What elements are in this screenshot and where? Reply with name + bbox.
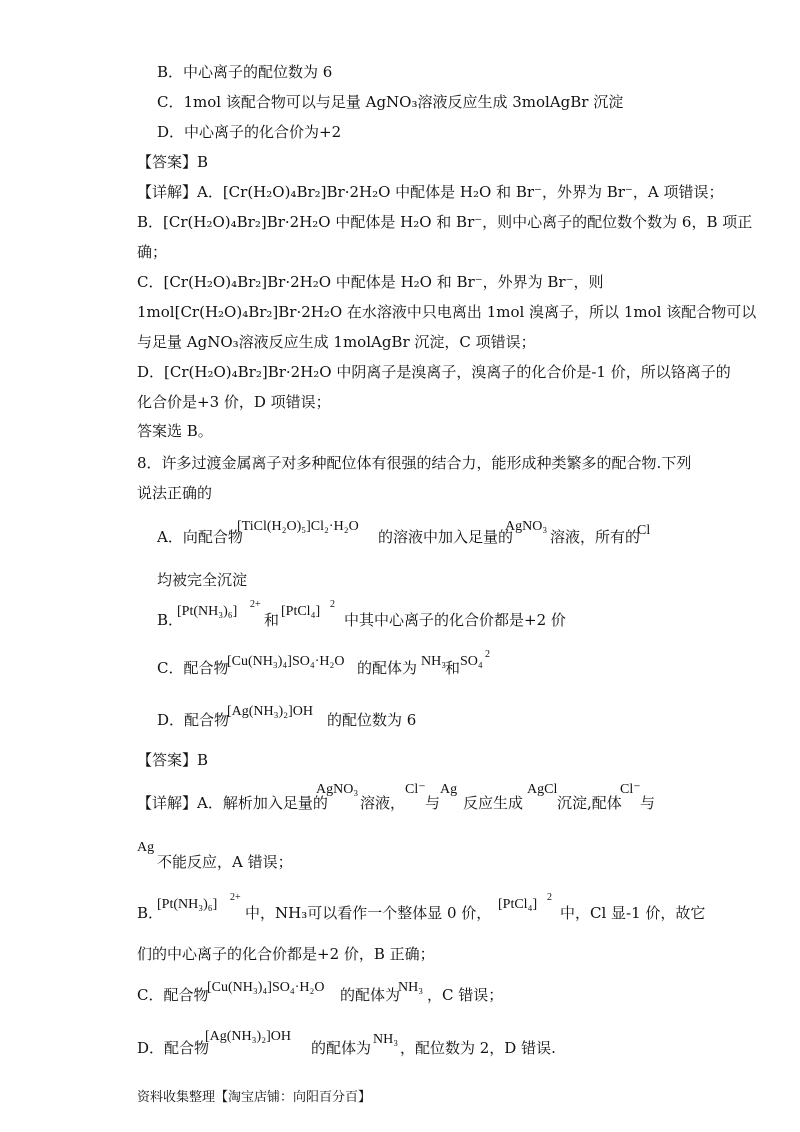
explanation-text: 沉淀,配体 [557, 794, 622, 812]
explanation-text: 的配体为 [340, 986, 401, 1004]
formula: Ag [137, 840, 155, 855]
explanation-text: 反应生成 [463, 794, 524, 812]
answer-label: 【答案】B [137, 751, 209, 769]
option-text: 的溶液中加入足量的 [378, 528, 514, 546]
explanation-line: B．[Cr(H₂O)₄Br₂]Br·2H₂O 中配体是 H₂O 和 Br⁻，则中心离子的配位数个数为 6，B 项正 [137, 213, 753, 231]
question-stem: 说法正确的 [137, 484, 213, 502]
explanation-line: D．[Cr(H₂O)₄Br₂]Br·2H₂O 中阴离子是溴离子，溴离子的化合价是-1 价，所以铬离子的 [137, 363, 731, 381]
superscript: 2 [485, 649, 490, 660]
explanation-line: 1mol[Cr(H₂O)₄Br₂]Br·2H₂O 在水溶液中只电离出 1mol 溴离子，所以 1mol 该配合物可以 [137, 303, 757, 321]
option-text: 的配体为 [357, 659, 418, 677]
formula: AgNO₃ [505, 519, 548, 534]
formula: [PtCl₄] [281, 604, 321, 619]
formula: NH₃ [373, 1032, 399, 1047]
explanation-text: 与 [640, 794, 656, 812]
q8-option-c-label: C．配合物 [157, 659, 229, 677]
formula: NH₃ [398, 980, 424, 995]
explanation-line: 与足量 AgNO₃溶液反应生成 1molAgBr 沉淀，C 项错误； [137, 333, 536, 351]
formula: NH₃ [421, 654, 447, 669]
superscript: 2+ [250, 599, 261, 610]
q8-option-a-label: A．向配合物 [157, 528, 243, 546]
explanation-line: 确； [137, 243, 168, 261]
question-stem: 8．许多过渡金属离子对多种配位体有很强的结合力，能形成种类繁多的配合物.下列 [137, 454, 692, 472]
formula: AgNO₃ [316, 782, 359, 797]
option-text: 的配位数为 6 [327, 711, 417, 729]
formula: Cl⁻ [620, 782, 641, 797]
explanation-text: 与 [425, 794, 441, 812]
answer-label: 【答案】B [137, 153, 209, 171]
answer-choice-line: 答案选 B。 [137, 422, 213, 440]
page-footer: 资料收集整理【淘宝店铺：向阳百分百】 [137, 1090, 372, 1105]
explanation-line: C．[Cr(H₂O)₄Br₂]Br·2H₂O 中配体是 H₂O 和 Br⁻，外界为 Br⁻，则 [137, 273, 604, 291]
option-text: 和 [264, 611, 280, 629]
explanation-text: 们的中心离子的化合价都是+2 价，B 正确； [137, 945, 435, 963]
option-text: 均被完全沉淀 [157, 571, 248, 589]
explanation-line: 化合价是+3 价，D 项错误； [137, 393, 331, 411]
formula: [Pt(NH₃)₆] [177, 604, 238, 619]
explanation-text: 【详解】A．解析加入足量的 [137, 794, 328, 812]
formula: [PtCl₄] [498, 897, 538, 912]
explanation-text: D．配合物 [137, 1039, 210, 1057]
formula: [Cu(NH₃)₄]SO₄·H₂O [227, 654, 345, 669]
formula: [Ag(NH₃)₂]OH [205, 1029, 291, 1044]
explanation-text: B． [137, 904, 164, 922]
formula: Cl⁻ [405, 782, 426, 797]
explanation-text: 的配体为 [311, 1039, 372, 1057]
explanation-text: 中，Cl 显-1 价，故它 [560, 904, 706, 922]
option-text: 和 [445, 659, 461, 677]
option-c: C．1mol 该配合物可以与足量 AgNO₃溶液反应生成 3molAgBr 沉淀 [157, 93, 624, 111]
q8-option-b-label: B． [157, 611, 184, 629]
formula: AgCl [527, 782, 558, 797]
option-text: 溶液，所有的 [550, 528, 641, 546]
explanation-text: 溶液， [360, 794, 406, 812]
superscript: 2 [330, 599, 335, 610]
formula: [Pt(NH₃)₆] [157, 897, 218, 912]
formula: SO₄ [460, 654, 483, 669]
formula: [TiCl(H₂O)₅]Cl₂·H₂O [237, 519, 359, 534]
explanation-text: ，配位数为 2，D 错误. [400, 1039, 556, 1057]
explanation-text: 不能反应，A 错误； [157, 853, 293, 871]
formula: Ag [440, 782, 458, 797]
formula: Cl [637, 523, 651, 538]
option-text: 中其中心离子的化合价都是+2 价 [344, 611, 566, 629]
explanation-text: C．配合物 [137, 986, 209, 1004]
q8-option-d-label: D．配合物 [157, 711, 230, 729]
superscript: 2+ [230, 892, 241, 903]
option-b: B．中心离子的配位数为 6 [157, 63, 333, 81]
superscript: 2 [547, 892, 552, 903]
explanation-text: ，C 错误； [427, 986, 504, 1004]
formula: [Ag(NH₃)₂]OH [227, 704, 313, 719]
option-d: D．中心离子的化合价为+2 [157, 123, 342, 141]
explanation-line: 【详解】A．[Cr(H₂O)₄Br₂]Br·2H₂O 中配体是 H₂O 和 Br⁻，外界为 Br⁻，A 项错误； [137, 183, 724, 201]
formula: [Cu(NH₃)₄]SO₄·H₂O [207, 980, 325, 995]
explanation-text: 中，NH₃可以看作一个整体显 0 价， [245, 904, 492, 922]
